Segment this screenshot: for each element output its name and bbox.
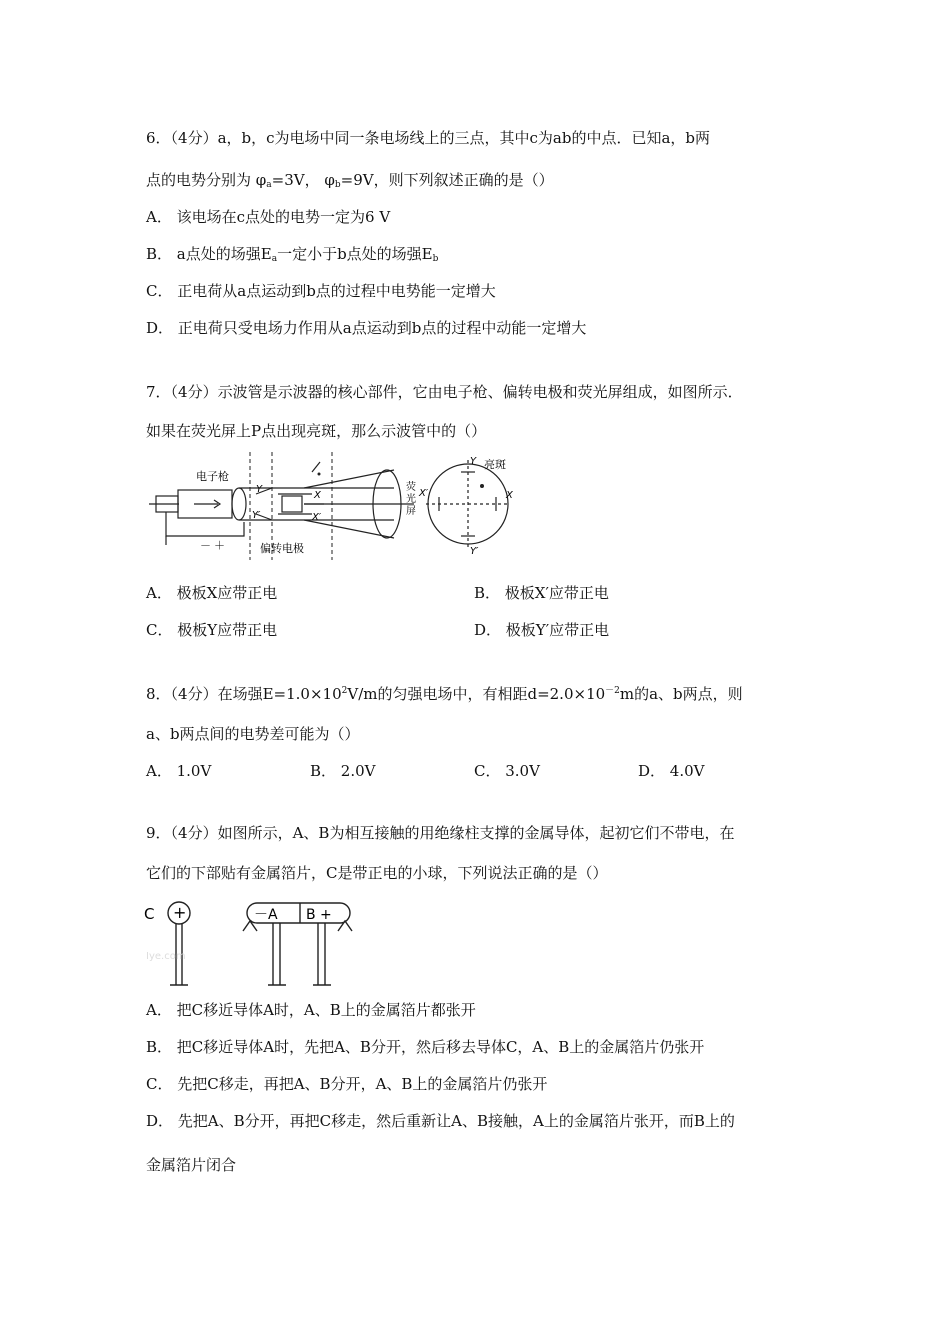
label-screen-x-prime: X′ bbox=[419, 488, 429, 499]
q9-option-c: C． 先把C移走，再把A、B分开，A、B上的金属箔片仍张开 bbox=[146, 1075, 548, 1093]
q6-option-b: B． a点处的场强$E_a$一定小于b点处的场强$E_b$ bbox=[146, 245, 439, 264]
label-screen-y-prime: Y′ bbox=[470, 546, 479, 557]
label-conductor-a: －A bbox=[254, 907, 278, 923]
label-ball-c: C bbox=[144, 905, 155, 923]
q9-option-d-line1: D． 先把A、B分开，再把C移走，然后重新让A、B接触，A上的金属箔片张开，而B上的 bbox=[146, 1112, 735, 1130]
label-plus: ＋ bbox=[214, 539, 225, 552]
label-bright-spot: 亮斑 bbox=[484, 458, 506, 471]
q8-option-d: D． 4.0V bbox=[638, 762, 705, 780]
q6-stem-line2: 点的电势分别为 $\varphi_a=3V$， $\varphi_b=9V$，则下列叙述正确的是（） bbox=[146, 171, 554, 190]
label-plate-y-prime: Y′ bbox=[252, 510, 261, 521]
label-deflection-electrode: 偏转电极 bbox=[260, 542, 304, 555]
label-plate-x-prime: X′ bbox=[312, 512, 322, 523]
q7-option-d: D． 极板Y′应带正电 bbox=[474, 621, 610, 639]
q9-stem-line1: 9．（4分）如图所示，A、B为相互接触的用绝缘柱支撑的金属导体，起初它们不带电，在 bbox=[146, 824, 735, 842]
label-electron-gun: 电子枪 bbox=[196, 470, 229, 483]
q6-option-a: A． 该电场在c点处的电势一定为6 V bbox=[146, 208, 391, 226]
label-conductor-b: B + bbox=[306, 907, 332, 923]
oscilloscope-tube-diagram bbox=[144, 452, 524, 560]
q7-option-b: B． 极板X′应带正电 bbox=[474, 584, 609, 602]
q8-stem-line2: a、b两点间的电势差可能为（） bbox=[146, 725, 360, 743]
watermark: Iye.com bbox=[146, 951, 186, 962]
label-ball-plus: + bbox=[173, 903, 187, 922]
q6-option-d: D． 正电荷只受电场力作用从a点运动到b点的过程中动能一定增大 bbox=[146, 319, 587, 337]
label-screen-3: 屏 bbox=[406, 506, 416, 517]
q6-stem-line1: 6．（4分）a，b，c为电场中同一条电场线上的三点，其中c为ab的中点．已知a，b两 bbox=[146, 129, 711, 147]
q8-option-c: C． 3.0V bbox=[474, 762, 540, 780]
q8-option-a: A． 1.0V bbox=[146, 762, 212, 780]
q9-option-a: A． 把C移近导体A时，A、B上的金属箔片都张开 bbox=[146, 1001, 476, 1019]
label-screen-y: Y bbox=[470, 456, 477, 467]
label-minus: － bbox=[200, 539, 211, 552]
q7-option-c: C． 极板Y应带正电 bbox=[146, 621, 278, 639]
label-screen-x: X bbox=[506, 490, 513, 501]
q6-option-c: C． 正电荷从a点运动到b点的过程中电势能一定增大 bbox=[146, 282, 496, 300]
q8-stem-line1: 8．（4分）在场强$E=1.0\times 10^2V/m$的匀强电场中，有相距$d=2.0\times 10^{-2}m$的a、b两点，则 bbox=[146, 685, 743, 703]
q7-option-a: A． 极板X应带正电 bbox=[146, 584, 278, 602]
label-plate-y: Y bbox=[256, 484, 263, 495]
label-screen-1: 荧 bbox=[406, 482, 416, 493]
q9-option-d-line2: 金属箔片闭合 bbox=[146, 1156, 237, 1174]
q8-option-b: B． 2.0V bbox=[310, 762, 376, 780]
q7-stem-line1: 7．（4分）示波管是示波器的核心部件，它由电子枪、偏转电极和荧光屏组成，如图所示． bbox=[146, 383, 743, 401]
q7-stem-line2: 如果在荧光屏上P点出现亮斑，那么示波管中的（） bbox=[146, 422, 487, 440]
q9-stem-line2: 它们的下部贴有金属箔片，C是带正电的小球，下列说法正确的是（） bbox=[146, 864, 608, 882]
conductor-diagram bbox=[140, 895, 360, 995]
q9-option-b: B． 把C移近导体A时，先把A、B分开，然后移去导体C，A、B上的金属箔片仍张开 bbox=[146, 1038, 705, 1056]
label-screen-2: 光 bbox=[406, 494, 416, 505]
label-plate-x: X bbox=[314, 490, 321, 501]
